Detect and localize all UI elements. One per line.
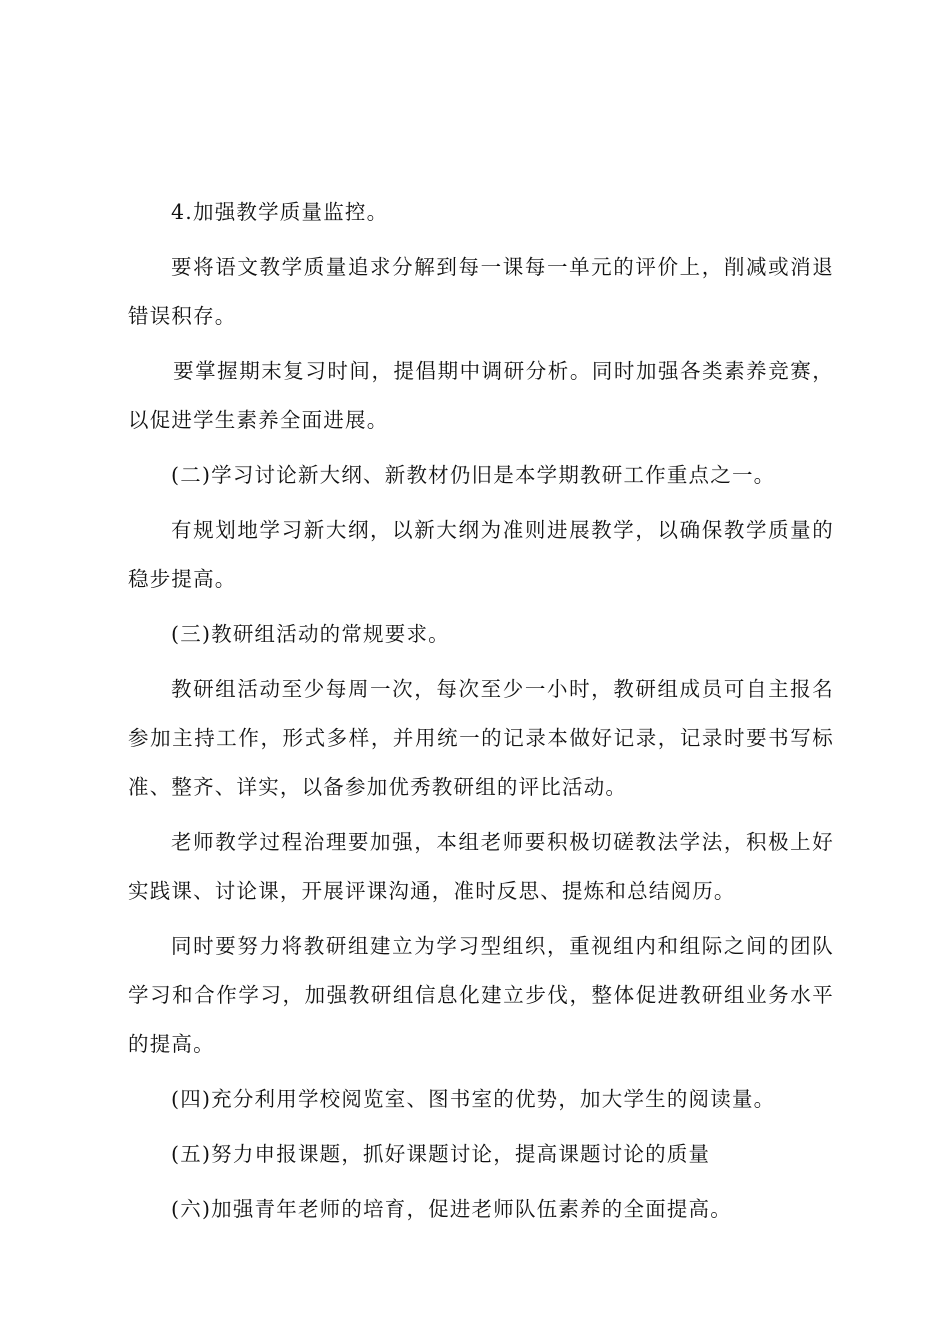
paragraph: 同时要努力将教研组建立为学习型组织，重视组内和组际之间的团队学习和合作学习，加强教研组信息化建立步伐，整体促进教研组业务水平的提高。 <box>128 934 834 1056</box>
paragraph-heading-6: (六)加强青年老师的培育，促进老师队伍素养的全面提高。 <box>171 1197 732 1221</box>
paragraph: 要将语文教学质量追求分解到每一课每一单元的评价上，削减或消退错误积存。 <box>128 255 834 328</box>
paragraph: 老师教学过程治理要加强，本组老师要积极切磋教法学法，积极上好实践课、讨论课，开展评课沟通，准时反思、提炼和总结阅历。 <box>128 830 834 903</box>
paragraph: 教研组活动至少每周一次，每次至少一小时，教研组成员可自主报名参加主持工作，形式多样，并用统一的记录本做好记录，记录时要书写标准、整齐、详实，以备参加优秀教研组的评比活动。 <box>128 677 834 799</box>
paragraph-heading-4b: (四)充分利用学校阅览室、图书室的优势，加大学生的阅读量。 <box>171 1087 776 1111</box>
paragraph-heading-5: (五)努力申报课题，抓好课题讨论，提高课题讨论的质量 <box>171 1142 711 1166</box>
document-body <box>128 188 834 1234</box>
paragraph: 要掌握期末复习时间，提倡期中调研分析。同时加强各类素养竞赛，以促进学生素养全面进展。 <box>128 359 834 432</box>
paragraph: 有规划地学习新大纲，以新大纲为准则进展教学，以确保教学质量的稳步提高。 <box>128 518 834 591</box>
paragraph-heading-2: (二)学习讨论新大纲、新教材仍旧是本学期教研工作重点之一。 <box>171 463 776 487</box>
paragraph-heading-3: (三)教研组活动的常规要求。 <box>171 622 450 646</box>
paragraph-heading-4: 4.加强教学质量监控。 <box>171 200 389 224</box>
